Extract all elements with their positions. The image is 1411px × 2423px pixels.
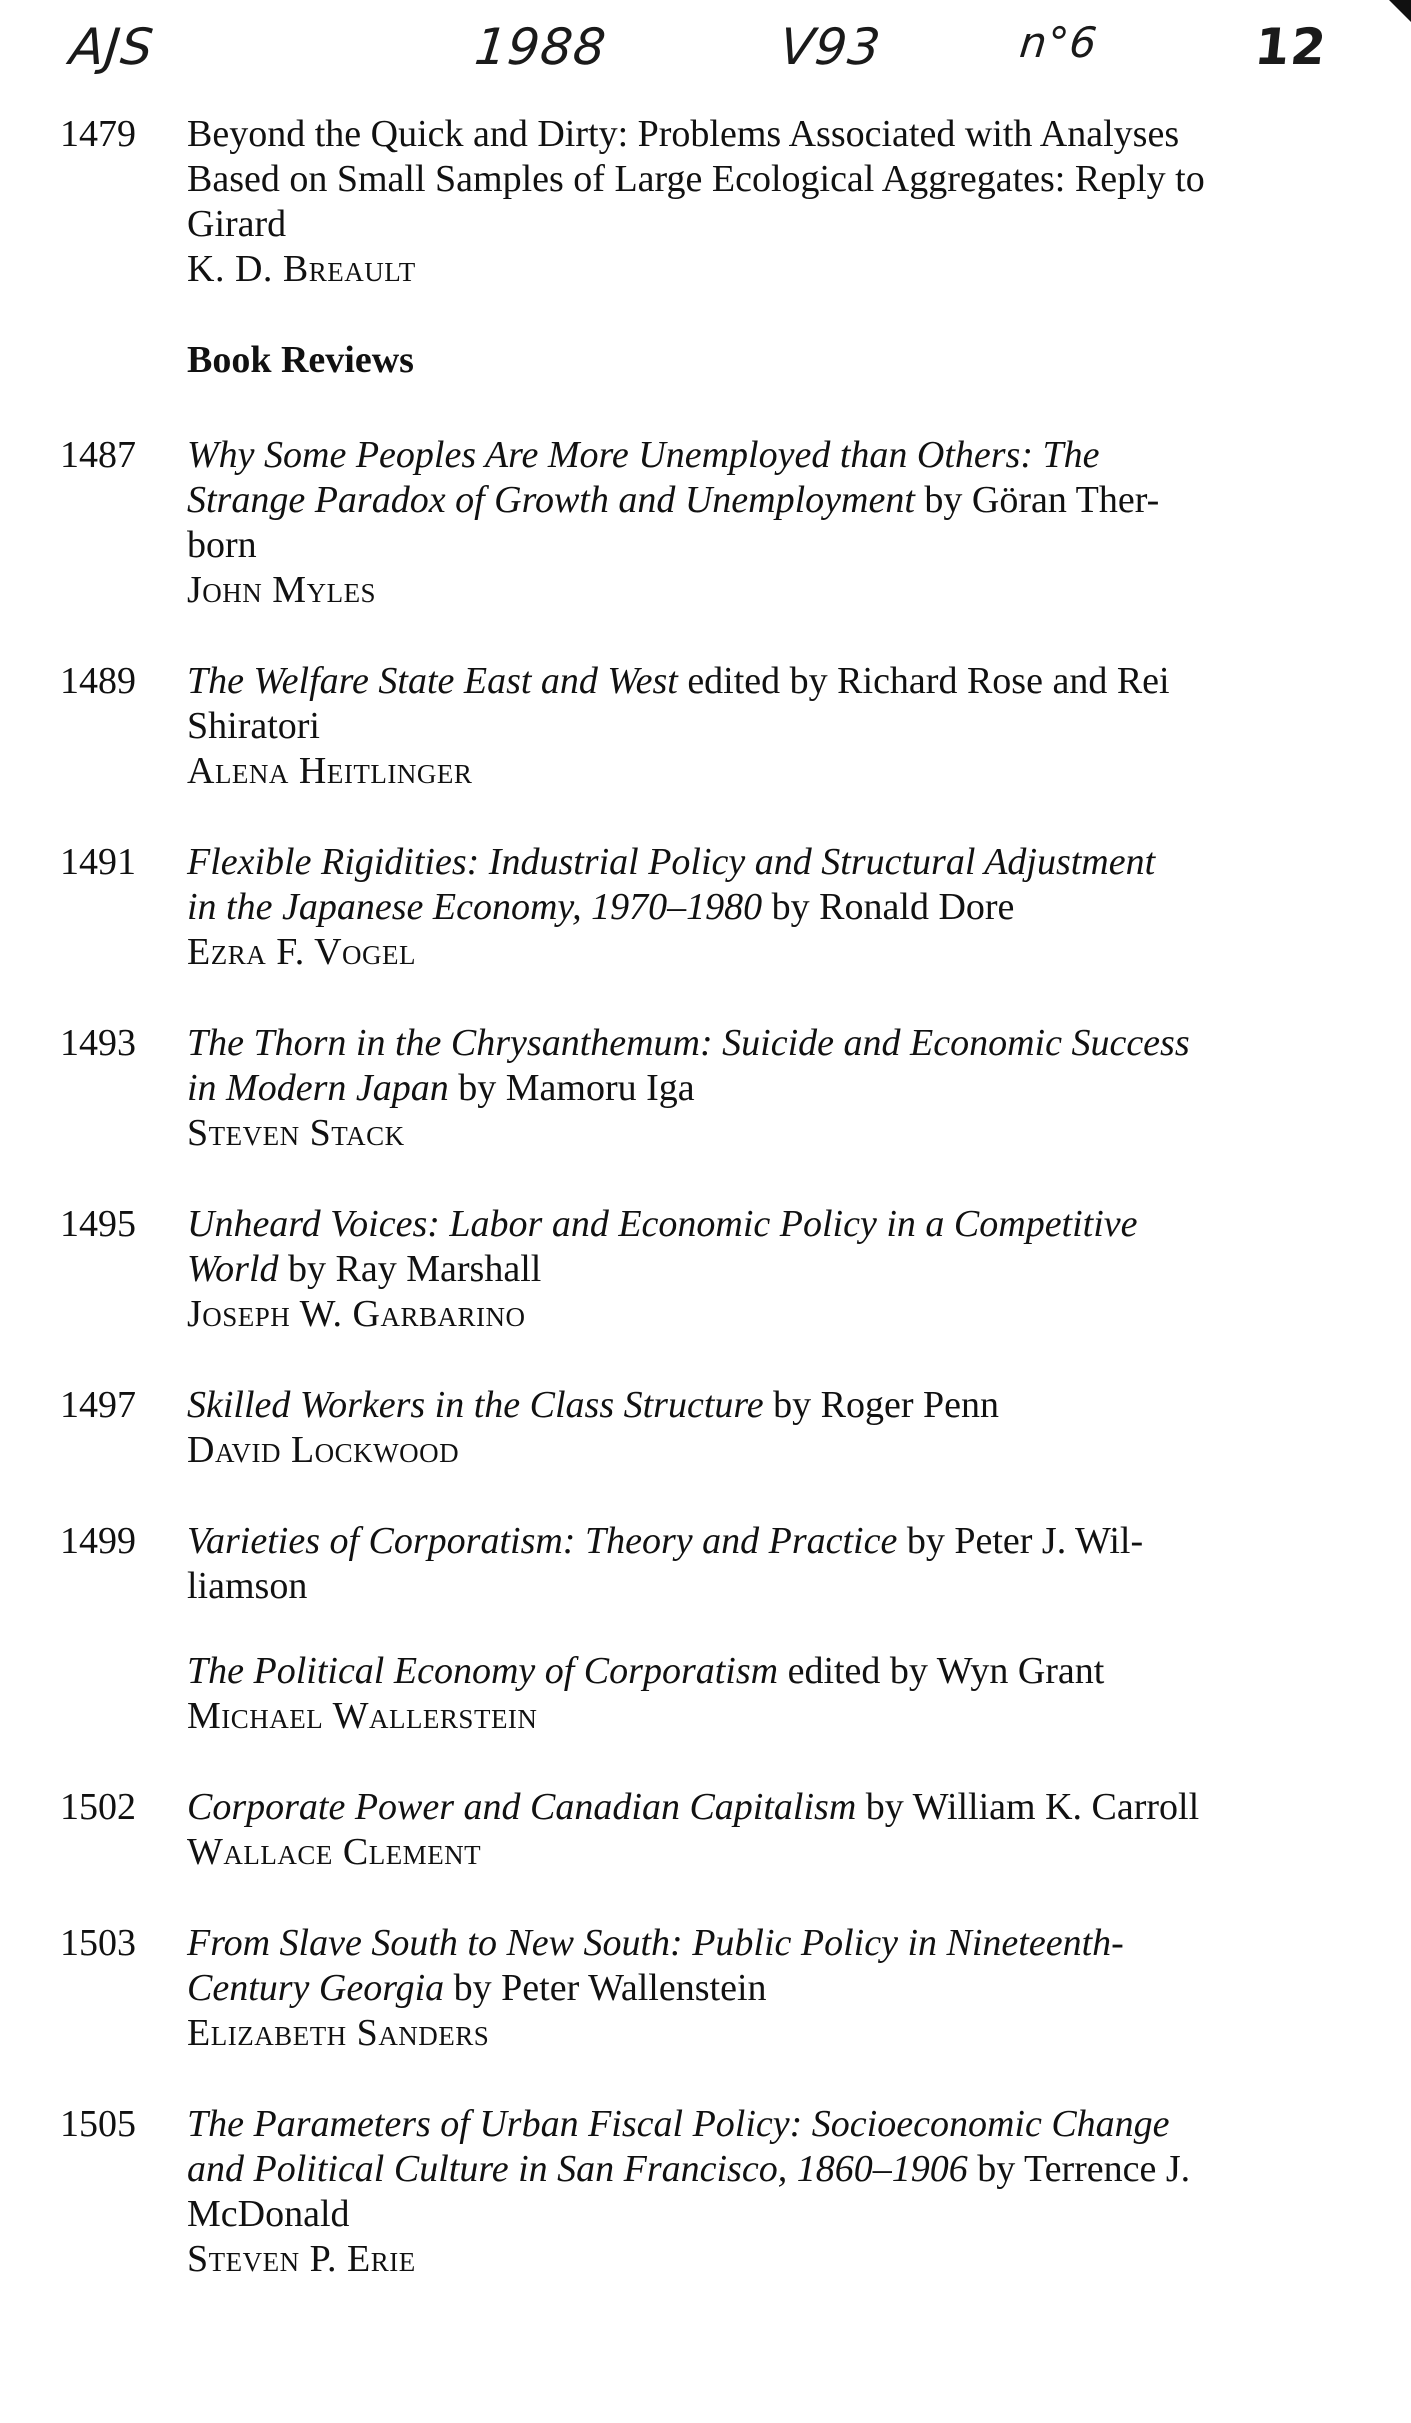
handwritten-number: n°6 <box>1017 18 1100 67</box>
handwritten-year: 1988 <box>471 18 610 76</box>
contents-entry <box>0 112 1411 292</box>
page-number: 1499 <box>60 1520 136 1562</box>
book-title-line: and Political Culture in San Francisco, 1860–1906 <box>187 2148 968 2190</box>
book-title-line: The Thorn in the Chrysanthemum: Suicide and Economic Success <box>187 1022 1190 1064</box>
book-title: Corporate Power and Canadian Capitalism <box>187 1786 857 1828</box>
page-number: 1491 <box>60 841 136 883</box>
page-number: 1479 <box>60 113 136 155</box>
book-editor: edited by Richard Rose and Rei <box>687 660 1170 702</box>
handwritten-mark: 12 <box>1251 18 1330 76</box>
review-body <box>187 1202 1357 1337</box>
review-body <box>187 1519 1357 1739</box>
review-body <box>187 1921 1357 2056</box>
handwritten-notes <box>0 18 1411 98</box>
review-body <box>187 840 1357 975</box>
review-entry <box>0 1785 1411 1875</box>
book-author-cont: liamson <box>187 1565 308 1607</box>
book-title-line: From Slave South to New South: Public Policy in Nineteenth- <box>187 1922 1124 1964</box>
entry-title-line: Girard <box>187 203 287 245</box>
corner-mark <box>1389 0 1411 22</box>
book-author-cont: McDonald <box>187 2193 350 2235</box>
book-author-cont: born <box>187 524 257 566</box>
page-number: 1505 <box>60 2103 136 2145</box>
book-title-line: in Modern Japan <box>187 1067 449 1109</box>
review-body <box>187 1785 1357 1875</box>
handwritten-journal: AJS <box>66 18 157 76</box>
book-title-line: Century Georgia <box>187 1967 445 2009</box>
book-title-line: Why Some Peoples Are More Unemployed than Others: The <box>187 434 1100 476</box>
second-book-editor: edited by Wyn Grant <box>787 1650 1105 1692</box>
reviewer-name: Wallace Clement <box>187 1831 482 1873</box>
review-body <box>187 1021 1357 1156</box>
reviewer-name: David Lockwood <box>187 1429 460 1471</box>
book-author: by Peter J. Wil- <box>906 1520 1144 1562</box>
book-title-line: in the Japanese Economy, 1970–1980 <box>187 886 763 928</box>
book-author: by Ray Marshall <box>288 1248 542 1290</box>
book-title: Varieties of Corporatism: Theory and Practice <box>187 1520 898 1562</box>
section-heading: Book Reviews <box>187 339 414 381</box>
book-title: Skilled Workers in the Class Structure <box>187 1384 764 1426</box>
review-entry <box>0 1021 1411 1156</box>
entry-title-line: Beyond the Quick and Dirty: Problems Associated with Analyses <box>187 113 1180 155</box>
reviewer-name: Joseph W. Garbarino <box>187 1293 526 1335</box>
review-entry <box>0 2102 1411 2282</box>
page-number: 1497 <box>60 1384 136 1426</box>
reviewer-name: John Myles <box>187 569 377 611</box>
review-entry <box>0 1519 1411 1739</box>
review-entry <box>0 840 1411 975</box>
contents-list <box>0 112 1411 2328</box>
review-body <box>187 659 1357 794</box>
review-entry <box>0 659 1411 794</box>
reviewer-name: Steven Stack <box>187 1112 405 1154</box>
page-number: 1489 <box>60 660 136 702</box>
book-author: by Mamoru Iga <box>458 1067 695 1109</box>
book-author: by Ronald Dore <box>771 886 1015 928</box>
second-book-title: The Political Economy of Corporatism <box>187 1650 779 1692</box>
reviewer-name: Ezra F. Vogel <box>187 931 417 973</box>
book-title-line: Flexible Rigidities: Industrial Policy and Structural Adjustment <box>187 841 1156 883</box>
page-number: 1502 <box>60 1786 136 1828</box>
entry-author: K. D. Breault <box>187 248 416 290</box>
book-title: The Welfare State East and West <box>187 660 678 702</box>
book-author: by Göran Ther- <box>924 479 1160 521</box>
book-title-line: The Parameters of Urban Fiscal Policy: Socioeconomic Change <box>187 2103 1170 2145</box>
review-body <box>187 433 1357 613</box>
reviewer-name: Elizabeth Sanders <box>187 2012 490 2054</box>
page-number: 1487 <box>60 434 136 476</box>
page-number: 1493 <box>60 1022 136 1064</box>
book-title-line: World <box>187 1248 279 1290</box>
review-body <box>187 2102 1357 2282</box>
review-entry <box>0 433 1411 613</box>
reviewer-name: Alena Heitlinger <box>187 750 473 792</box>
entry-title-line: Based on Small Samples of Large Ecological Aggregates: Reply to <box>187 158 1205 200</box>
book-author: by Roger Penn <box>773 1384 1000 1426</box>
handwritten-volume: V93 <box>776 18 884 76</box>
book-author: by William K. Carroll <box>865 1786 1200 1828</box>
review-entry <box>0 1921 1411 2056</box>
review-body <box>187 1383 1357 1473</box>
page-number: 1503 <box>60 1922 136 1964</box>
book-author: by Peter Wallenstein <box>453 1967 767 2009</box>
book-editor-cont: Shiratori <box>187 705 320 747</box>
review-entry <box>0 1202 1411 1337</box>
reviewer-name: Steven P. Erie <box>187 2238 416 2280</box>
page-number: 1495 <box>60 1203 136 1245</box>
book-title-line: Strange Paradox of Growth and Unemployment <box>187 479 915 521</box>
entry-body <box>187 112 1357 292</box>
reviewer-name: Michael Wallerstein <box>187 1695 538 1737</box>
review-entry <box>0 1383 1411 1473</box>
book-author: by Terrence J. <box>977 2148 1191 2190</box>
book-title-line: Unheard Voices: Labor and Economic Policy in a Competitive <box>187 1203 1138 1245</box>
